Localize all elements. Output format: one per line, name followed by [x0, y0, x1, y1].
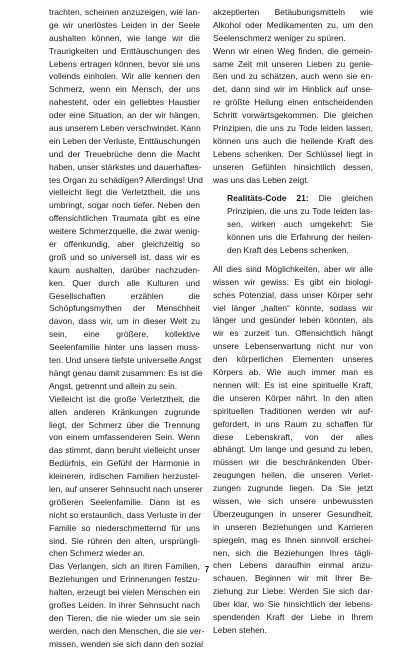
- text-line: und der Treuebrüche denn die Macht: [49, 148, 200, 159]
- text-line: Seelenschmerz weniger zu spüren.: [213, 32, 346, 43]
- text-line: den körperlichen Elementen unseres: [213, 354, 373, 365]
- text-line: werden, nach den Menschen, die sie ver-: [49, 625, 205, 636]
- text-line: spendenden Kraft der Liebe in Ihrem: [213, 611, 373, 622]
- text-line: tes Organ zu schädigen? Allerdings! Und: [49, 174, 204, 185]
- text-line: zeugungen heilen, die unseren Verlet-: [213, 470, 373, 481]
- page-number: 7: [204, 565, 210, 574]
- reality-code-heading: [213, 192, 373, 205]
- text-line: missen, wenden sie sich dann den sozial: [49, 638, 204, 649]
- reality-code-text: den Kraft des Lebens schenken.: [227, 245, 349, 256]
- text-line: das stimmt, dann beruht vielleicht unser: [49, 445, 200, 456]
- text-line: Schöpfungsmythen der Menschheit: [49, 303, 200, 314]
- right-text-column: [213, 6, 373, 637]
- text-line: spirituellen Traditionen werden wir auf-: [213, 405, 373, 416]
- text-line: sind. Sie rühren den alten, ursprüngli-: [49, 535, 200, 546]
- text-line: oder eine Situation, an der wir hängen,: [49, 110, 200, 121]
- text-line: Überzeugungen in unserer Gesundheit,: [213, 508, 373, 519]
- text-line: müssen wir die beschränkenden Über-: [213, 457, 373, 468]
- text-line: ßen und zu schätzen, auch wenn sie en-: [213, 71, 373, 82]
- text-line: in unseren Beziehungen und Karrieren: [213, 521, 373, 532]
- text-line: groß und so universell ist, dass wir es: [49, 251, 200, 262]
- text-line: Familie so niederschmetternd für uns: [49, 522, 200, 533]
- text-line: kaum aushalten, darüber nachzuden-: [49, 264, 200, 275]
- text-line: liegt, der Schmerz über die Trennung: [49, 419, 200, 430]
- text-line: vollends einholen. Wir alle kennen den: [49, 71, 200, 82]
- text-line: wissen, wie sich unsere unbewussten: [213, 495, 373, 506]
- text-line: Schmerz, wenn ein Mensch, der uns: [49, 84, 200, 95]
- text-line: Gesellschaften erzählen die: [49, 290, 200, 301]
- left-text-column: [49, 6, 205, 651]
- text-line: len, auf unserer Sehnsucht nach unserer: [49, 483, 203, 494]
- text-line: offensichtlichen Traumata gibt es eine: [49, 213, 200, 224]
- text-line: Lebens ertragen können, bevor sie uns: [49, 58, 200, 69]
- text-line: wissen wir gewiss: Es gibt ein biologi-: [213, 276, 373, 287]
- text-line: was uns das Leben zeigt.: [213, 174, 309, 185]
- text-line: kleineren, irdischen Familien herzustel-: [49, 471, 200, 482]
- text-line: Seelenfamilie hinter uns lassen muss-: [49, 342, 200, 353]
- text-line: Traurigkeiten und Enttäuschungen des: [49, 45, 200, 56]
- text-line: nennen will: Es ist eine spirituelle Kraft,: [213, 379, 373, 390]
- text-line: ken. Quer durch alle Kulturen und: [49, 277, 200, 288]
- text-line: ten. Und unsere tiefste universelle Angst: [49, 355, 202, 366]
- text-line: aus unserem Leben verschwindet. Kann: [49, 123, 201, 134]
- text-line: schauen. Beginnen wir mit Ihrer Be-: [213, 573, 373, 584]
- text-line: die unseren Körper nährt. In den alten: [213, 392, 373, 403]
- text-line: chen Schmerz wieder an.: [49, 548, 145, 559]
- text-line: ziehung zur Liebe: Werden Sie sich dar-: [213, 586, 373, 597]
- reality-code-text: Die gleichen: [308, 193, 373, 204]
- text-line: sches Potenzial, dass unser Körper sehr: [213, 289, 373, 300]
- text-line: det, dann sind wir im Hinblick auf unse-: [213, 84, 373, 95]
- text-line: von einem umfassenderen Sein. Wenn: [49, 432, 200, 443]
- text-line: sein, eine größere, kollektive: [49, 329, 200, 340]
- text-line: ein Leben der Verluste, Enttäuschungen: [49, 135, 201, 146]
- text-line: länger und gesünder leben könnten, als: [213, 315, 373, 326]
- text-line: same Zeit mit unseren Lieben zu genie-: [213, 58, 373, 69]
- text-line: unseren Gefühlen hinsichtlich dessen,: [213, 161, 373, 172]
- text-line: Lebens schenken. Der Schlüssel liegt in: [213, 148, 373, 159]
- text-line: Bedürfnis, ein Gefühl der Harmonie in: [49, 458, 200, 469]
- text-line: aushalten können, wie lange wir die: [49, 32, 200, 43]
- text-line: großes Leiden. In ihrer Sehnsucht nach: [49, 599, 200, 610]
- text-line: wir es zurzeit tun. Offensichtlich hängt: [213, 328, 373, 339]
- text-line: unsere Lebenserwartung nicht nur von: [213, 341, 373, 352]
- text-line: hängt genau damit zusammen: Es ist die: [49, 367, 203, 378]
- reality-code-text: Prinzipien, die uns zu Tode leiden las-: [227, 206, 373, 217]
- text-line: chen Lebens daraufhin einmal anzu-: [213, 560, 373, 571]
- text-line: viel länger „halten“ könnte, sodass wir: [213, 302, 373, 313]
- text-line: Alkohol oder Medikamenten zu, um den: [213, 19, 373, 30]
- text-line: gefordert, in uns Raum zu schaffen für: [213, 418, 373, 429]
- text-line: akzeptierten Betäubungsmitteln wie: [213, 7, 373, 17]
- text-line: größeren Seelenfamilie. Dann ist es: [49, 496, 200, 507]
- text-line: Prinzipien, die uns zu Tode leiden lassen,: [213, 123, 373, 134]
- text-line: Körpers ab. Wie auch immer man es: [213, 367, 373, 378]
- reality-code-label: Realitäts-Code 21:: [227, 193, 309, 204]
- reality-code-text: können uns die Erfahrung der heilen-: [227, 232, 373, 243]
- text-line: davon, dass wir, um in dieser Welt zu: [49, 316, 200, 327]
- text-line: trachten, scheinen anzuzeigen, wie lan-: [49, 7, 200, 17]
- text-line: nicht so erstaunlich, dass Verluste in der: [49, 509, 202, 520]
- text-line: diese Lebenskraft, von der alles: [213, 431, 373, 442]
- text-line: über klar, wo Sie hinsichtlich der lebens-: [213, 599, 373, 610]
- text-line: Vielleicht ist die große Verletztheit, die: [49, 393, 200, 404]
- text-line: Leben stehen.: [213, 624, 267, 635]
- text-line: er offenkundig, aber gleichzeitig so: [49, 239, 200, 250]
- text-line: nahesteht, oder ein geliebtes Haustier: [49, 97, 200, 108]
- text-line: können uns auch die heilende Kraft des: [213, 135, 373, 146]
- text-line: ge wir unerlöstes Leiden in der Seele: [49, 19, 200, 30]
- text-line: zungen zugrunde liegen. Da Sie jetzt: [213, 483, 373, 494]
- text-line: Schritt vorwärtsgekommen. Die gleichen: [213, 110, 373, 121]
- text-line: spiegeln, mag es Ihnen sinnvoll erschei-: [213, 534, 373, 545]
- text-line: vielleicht liegt die Verletztheit, die uns: [49, 187, 200, 198]
- text-line: Angst, getrennt und allein zu sein.: [49, 380, 178, 391]
- text-line: umbringt, sogar noch tiefer. Neben den: [49, 200, 200, 211]
- reality-code-text: sen, wirken auch umgekehrt: Sie: [227, 219, 373, 230]
- text-line: abhängt. Um lange und gesund zu leben,: [213, 444, 373, 455]
- text-line: Das Verlangen, sich an ihren Familien,: [49, 561, 200, 572]
- text-line: den Tieren, die nie wieder um sie sein: [49, 612, 200, 623]
- text-line: All dies sind Möglichkeiten, aber wir alle: [213, 263, 373, 274]
- text-line: halten, erzeugt bei vielen Menschen ein: [49, 587, 200, 598]
- text-line: weitere Schmerzquelle, die zwar wenig-: [49, 226, 200, 237]
- text-line: haben, unser stärkstes und dauerhaftes-: [49, 161, 202, 172]
- text-line: nen, sich die Beziehungen Ihres tägli-: [213, 547, 373, 558]
- text-line: Beziehungen und Erinnerungen festzu-: [49, 574, 200, 585]
- text-line: re größte Heilung einen entscheidenden: [213, 97, 373, 108]
- text-line: allen anderen Kränkungen zugrunde: [49, 406, 200, 417]
- text-line: Wenn wir einen Weg finden, die gemein-: [213, 45, 373, 56]
